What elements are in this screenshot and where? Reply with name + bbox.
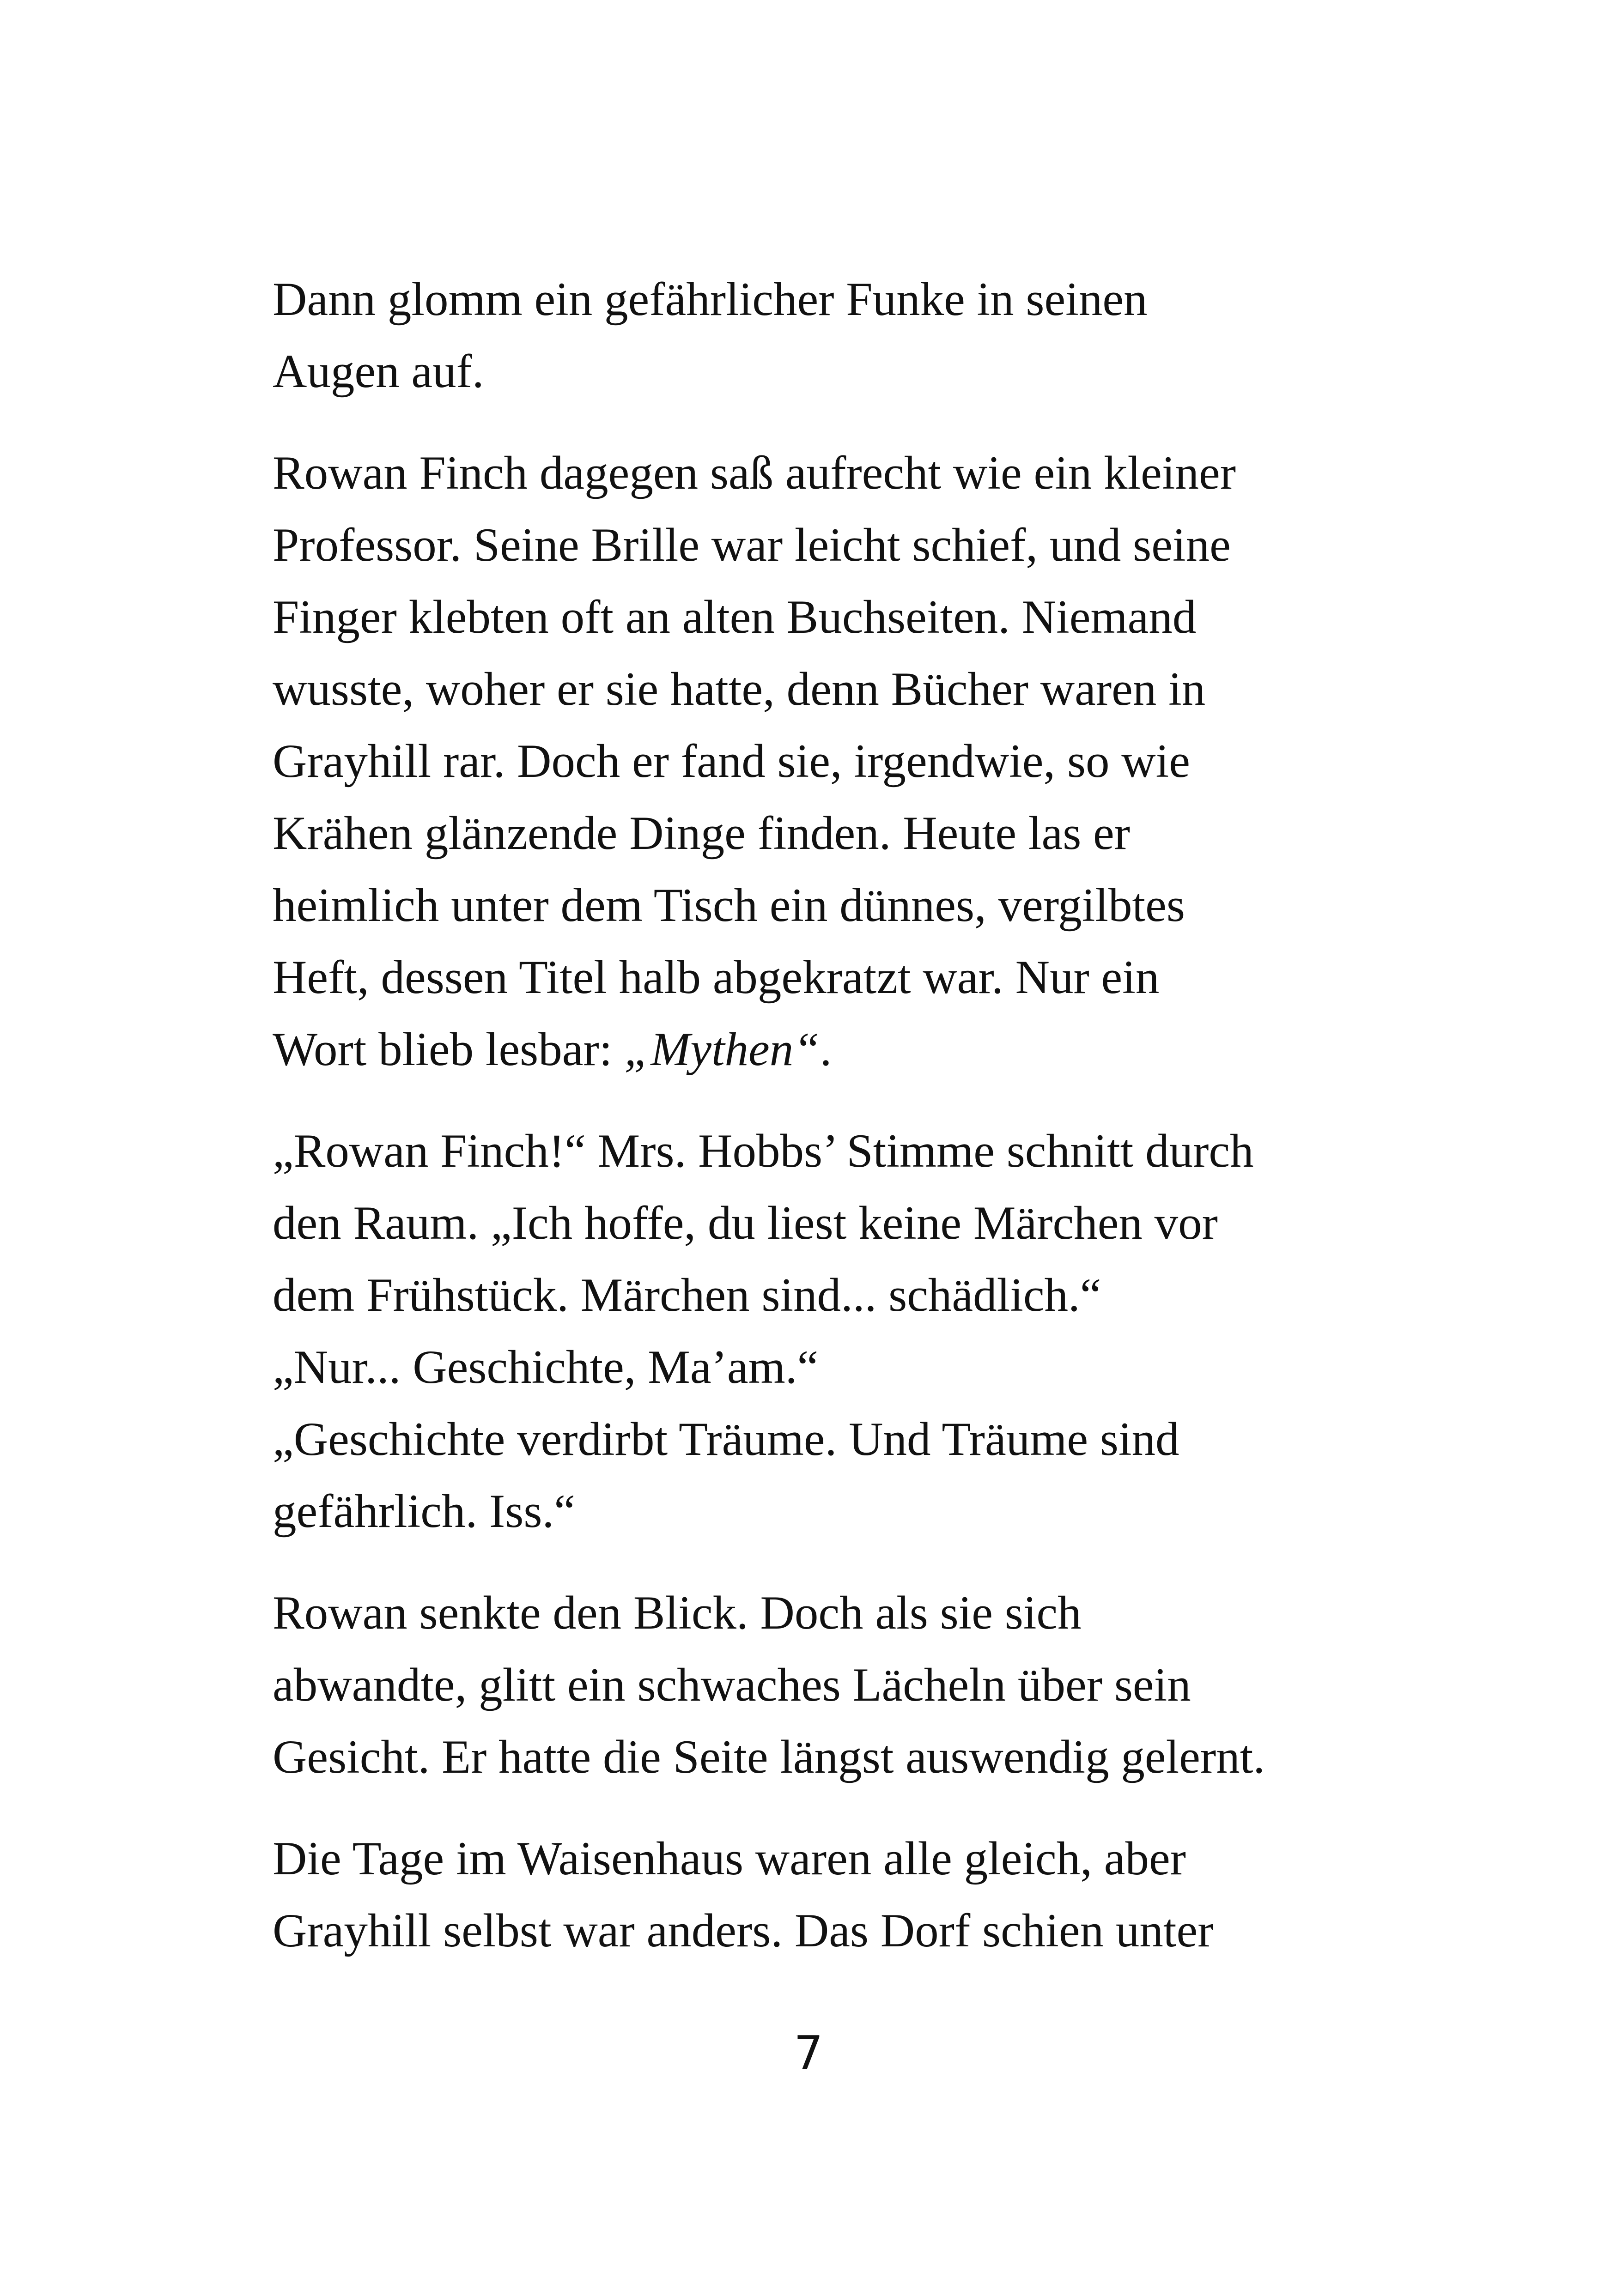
text-line: wusste, woher er sie hatte, denn Bücher waren in bbox=[273, 663, 1206, 715]
paragraph-3 bbox=[273, 1115, 1354, 1547]
text-line: Heft, dessen Titel halb abgekratzt war. Nur ein bbox=[273, 951, 1160, 1004]
paragraph-2 bbox=[273, 437, 1354, 1085]
text-fragment: Wort blieb lesbar: bbox=[273, 1023, 625, 1076]
text-line: „Rowan Finch!“ Mrs. Hobbs’ Stimme schnitt durch bbox=[273, 1125, 1254, 1177]
text-line: dem Frühstück. Märchen sind... schädlich.“ bbox=[273, 1269, 1101, 1321]
text-line: gefährlich. Iss.“ bbox=[273, 1485, 575, 1538]
text-line: heimlich unter dem Tisch ein dünnes, vergilbtes bbox=[273, 879, 1185, 932]
paragraph-5 bbox=[273, 1823, 1354, 1967]
text-line: Rowan Finch dagegen saß aufrecht wie ein kleiner bbox=[273, 447, 1236, 499]
text-line: „Geschichte verdirbt Träume. Und Träume sind bbox=[273, 1413, 1179, 1466]
text-line: abwandte, glitt ein schwaches Lächeln über sein bbox=[273, 1659, 1191, 1711]
text-line: Grayhill selbst war anders. Das Dorf schien unter bbox=[273, 1904, 1214, 1957]
text-line: Rowan senkte den Blick. Doch als sie sich bbox=[273, 1587, 1082, 1639]
text-line: Professor. Seine Brille war leicht schief, und seine bbox=[273, 519, 1231, 571]
text-line: Dann glomm ein gefährlicher Funke in seinen bbox=[273, 273, 1148, 326]
text-line: Augen auf. bbox=[273, 345, 484, 398]
text-fragment: . bbox=[820, 1023, 832, 1076]
page-number: 7 bbox=[794, 2026, 823, 2080]
paragraph-4 bbox=[273, 1577, 1354, 1793]
text-line: Gesicht. Er hatte die Seite längst auswendig gelernt. bbox=[273, 1731, 1265, 1783]
text-line: den Raum. „Ich hoffe, du liest keine Märchen vor bbox=[273, 1197, 1218, 1249]
italic-title: „Mythen“ bbox=[624, 1023, 820, 1076]
text-line: Grayhill rar. Doch er fand sie, irgendwie, so wie bbox=[273, 735, 1190, 788]
text-line: Finger klebten oft an alten Buchseiten. Niemand bbox=[273, 591, 1197, 643]
paragraph-1 bbox=[273, 263, 1354, 407]
text-line: Krähen glänzende Dinge finden. Heute las er bbox=[273, 807, 1131, 860]
body-text bbox=[273, 263, 1354, 1967]
text-line bbox=[273, 1013, 1354, 1085]
text-line: Die Tage im Waisenhaus waren alle gleich, aber bbox=[273, 1832, 1186, 1885]
text-line: „Nur... Geschichte, Ma’am.“ bbox=[273, 1341, 819, 1393]
